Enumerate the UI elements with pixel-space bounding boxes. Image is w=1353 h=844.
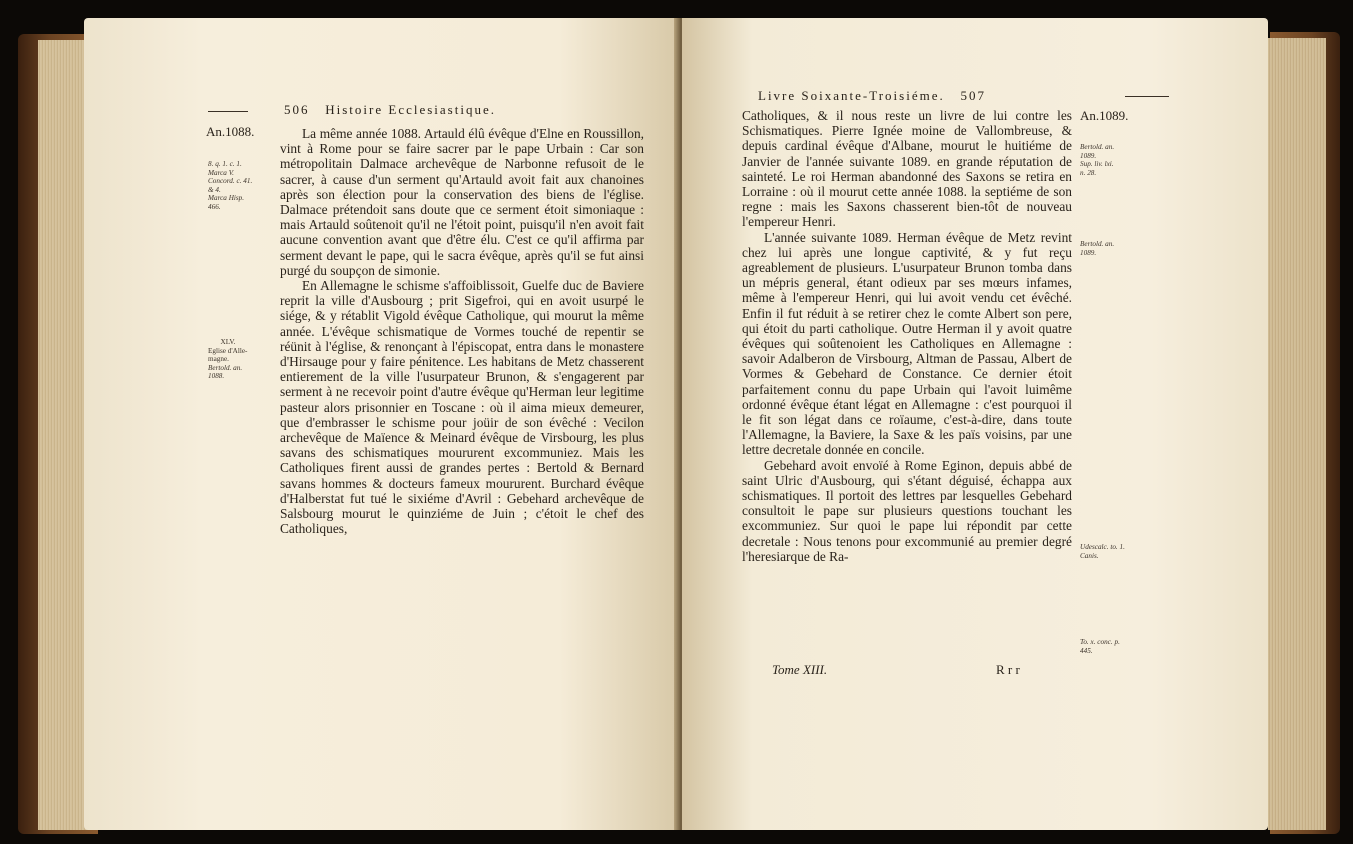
margin-note (1080, 143, 1142, 177)
note-line: Marca Hisp. (208, 194, 245, 203)
note-line: Eglise d'Alle- (208, 346, 248, 355)
book (18, 14, 1340, 840)
right-page-number: 507 (960, 88, 986, 103)
left-year: An.1088. (206, 124, 255, 139)
left-running-title: Histoire Ecclesiastique. (325, 102, 496, 117)
margin-note (1080, 240, 1142, 257)
note-line: 1089. (1080, 151, 1097, 160)
left-running-head (284, 102, 496, 118)
note-line: Marca V. (208, 168, 234, 177)
note-line: Udescalc. to. 1. (1080, 543, 1125, 551)
note-line: magne. (208, 355, 229, 364)
note-line: Concord. c. 41. (208, 177, 253, 186)
note-line: & 4. (208, 185, 221, 194)
note-line: Bertold. an. (208, 363, 243, 372)
paragraph: Gebehard avoit envoïé à Rome Eginon, depuis abbé de saint Ulric d'Ausbourg, qui s'étant déguisé, échappa aux schismatiques. Il portoit des lettres par lesquelles Gebehard consultoit le pape sur plusieurs questions touchant les excommuniez. Sur quoi le pape lui répondit par cette decretale : Nous tenons pour excommunié au premier degré l'heresiarque de Ra- (742, 457, 1072, 564)
margin-note (208, 160, 270, 212)
paragraph: L'année suivante 1089. Herman évêque de Metz revint chez lui après une longue captivité, & y fut reçu agreablement de plusieurs. L'usurpateur Brunon tomba dans un mépris general, étant odieux par ses mœurs infames, même à l'empereur Henri, qui lui avoit vendu cet évêché. Enfin il fut réduit à se retirer chez le comte Albert son pere, qui étoit du parti catholique. Outre Herman il y avoit quatre évêques qui soûtenoient les Catholiques en Allemagne : savoir Adalberon de Virsbourg, Altman de Passau, Albert de Vormes & Gebehard de Constance. Ce dernier étoit parfaitement connu du pape Urbain qui l'avoit luimême ordonné évêque étant légat en Allemagne : c'est pourquoi il le fit son légat dans ce roïaume, c'est-à-dire, dans toute l'Allemagne, la Baviere, la Saxe & les païs voisins, par une lettre decretale donnée en concile. (742, 229, 1072, 458)
note-line: XLV. (220, 338, 236, 346)
footer-volume: Tome XIII. (772, 662, 828, 677)
note-line: Canis. (1080, 551, 1099, 560)
paragraph: Catholiques, & il nous reste un livre de lui contre les Schismatiques. Pierre Ignée moine de Vallombreuse, & depuis cardinal évêque d'Albane, mourut le huitiéme de Janvier de l'année suivante 1089. en grande réputation de sainteté. Le roi Herman abandonné des Saxons se retira en Lorraine : où il mourut cette année 1088. la septiéme de son regne : mais les Saxons chasserent bien-tôt de nouveau l'empereur Henri. (742, 108, 1072, 230)
note-line: 8. q. 1. c. 1. (208, 160, 242, 168)
margin-note (208, 338, 270, 381)
left-page-number: 506 (284, 102, 310, 117)
left-body-text (280, 126, 644, 536)
note-line: 1088. (208, 372, 225, 381)
right-page-edges (1268, 38, 1326, 830)
note-line: To. x. conc. p. (1080, 638, 1120, 646)
note-line: 1089. (1080, 248, 1097, 257)
note-line: n. 28. (1080, 168, 1097, 177)
right-body-text (742, 108, 1072, 564)
right-running-head (758, 88, 986, 104)
margin-note (1080, 638, 1142, 655)
paragraph: En Allemagne le schisme s'affoiblissoit, Guelfe duc de Baviere reprit la ville d'Ausbourg ; prit Sigefroi, qui en avoit usurpé le siége, & y rétablit Vigold évêque Catholique, qui mourut la même année. L'évêque schismatique de Vormes touché de repentir se réünit à l'église, & renonçant à l'épiscopat, entra dans le monastere d'Hirsauge pour y faire pénitence. Les habitans de Metz chasserent entierement de la ville l'usurpateur Brunon, & s'engagerent par serment à ne recevoir point d'autre évêque qu'Herman leur legitime pasteur alors prisonnier en Toscane : où il aima mieux demeurer, que d'embrasser le schisme pour joüir de son évêché : Vecilon archevêque de Maïence & Meinard évêque de Virsbourg, les plus savans des schismatiques moururent excommuniez. Mais les Catholiques firent aussi de grandes pertes : Bertold & Bernard savans hommes & docteurs fameux moururent. Burchard évêque d'Halberstat fut tué le sixiéme d'Avril : Gebehard archevêque de Salsbourg mourut le quinziéme de Juin ; c'étoit le chef des Catholiques, (280, 278, 644, 537)
note-line: 445. (1080, 646, 1093, 655)
left-page (84, 18, 678, 830)
note-line: 466. (208, 202, 221, 211)
header-rule (208, 111, 248, 112)
footer-signature: R r r (996, 662, 1020, 677)
note-line: Bertold. an. (1080, 143, 1115, 151)
note-line: Sup. liv. lxi. (1080, 160, 1114, 169)
right-page (682, 18, 1268, 830)
right-year: An.1089. (1080, 108, 1129, 123)
paragraph: La même année 1088. Artauld élû évêque d'Elne en Roussillon, vint à Rome pour se faire sacrer par le pape Urbain : Car son métropolitain Dalmace archevêque de Narbonne refusoit de le sacrer, à cause d'un serment qu'Artauld avoit fait aux chanoines après son élection pour la conservation des biens de l'église. Dalmace prétendoit sans doute que ce serment étoit simoniaque : mais Artauld soûtenoit qu'il ne l'étoit point, puisqu'il n'en avoit fait aucune convention avant que d'être élu. C'est ce qu'il affirma par serment devant le pape, qui le sacra évêque, après qu'il se fut ainsi purgé du soupçon de simonie. (280, 126, 644, 278)
right-running-title: Livre Soixante-Troisiéme. (758, 88, 945, 103)
note-line: Bertold. an. (1080, 240, 1115, 248)
margin-note (1080, 543, 1142, 560)
header-rule (1125, 96, 1169, 97)
